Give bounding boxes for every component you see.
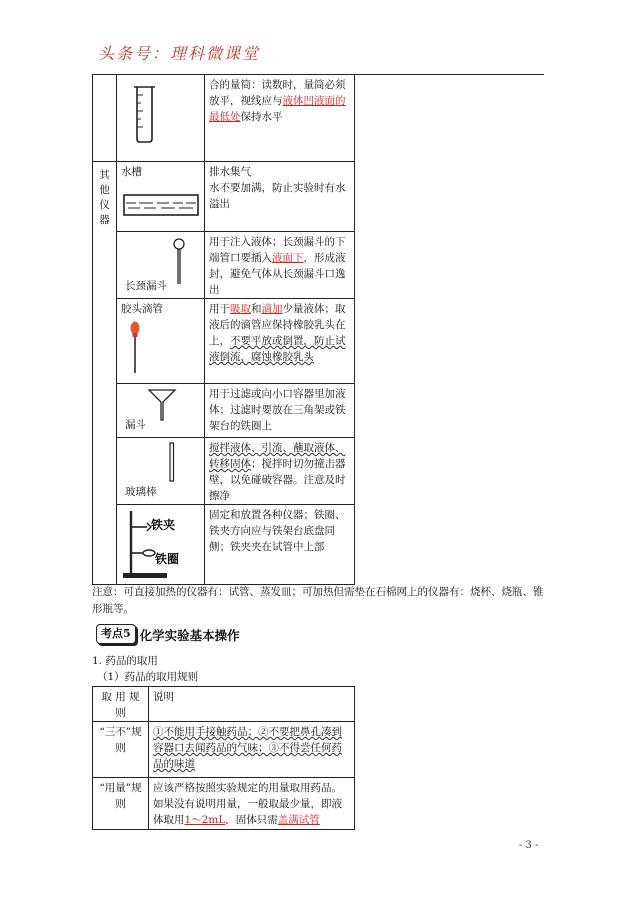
- funnel-cell: [117, 384, 205, 438]
- category-cell-empty: [93, 75, 117, 162]
- text-run: ①不能用手接触药品；②不要把鼻孔凑到容器口去闻药品的气味；③不得尝任何药品的味道: [153, 726, 342, 770]
- iron-stand-cell: [117, 505, 205, 585]
- funnel-name: 漏斗: [125, 419, 146, 431]
- trough-cell: [117, 162, 205, 232]
- rule-desc-three-not: [149, 722, 355, 778]
- funnel-icon: [147, 388, 177, 422]
- dropper-icon: [127, 321, 143, 377]
- text-run: 液体凹液面的最低处: [209, 95, 346, 123]
- text-run: 1～2mL: [184, 814, 226, 826]
- glass-rod-name: 玻璃棒: [125, 486, 157, 498]
- iron-ring-label: 铁圈: [155, 552, 180, 566]
- iron-stand-desc: [205, 505, 355, 585]
- text-run: 盖满试管: [277, 814, 320, 826]
- rule-desc-quantity: [149, 778, 355, 830]
- glass-rod-icon: [167, 442, 177, 482]
- dropper-desc: [205, 299, 355, 384]
- page-number: - 3 -: [519, 840, 539, 851]
- text-run: 用于: [209, 303, 230, 315]
- iron-clamp-label: 铁夹: [151, 518, 176, 532]
- subsection-1-1: （1）药品的取用规则: [97, 671, 199, 683]
- long-funnel-desc: [205, 232, 355, 299]
- text-run: 用于注入液体；长颈漏斗的下端管口要插入: [209, 236, 346, 264]
- text-run: ，固体只需: [225, 814, 278, 826]
- graduated-cylinder-icon: [131, 85, 161, 145]
- text-run: 合的量筒：读数时，量筒必须放平，视线应与: [209, 79, 346, 107]
- dropper-name: 胶头滴管: [121, 303, 163, 315]
- funnel-desc: [205, 384, 355, 438]
- trough-name: 水槽: [121, 166, 142, 178]
- long-funnel-name: 长颈漏斗: [125, 280, 167, 292]
- text-run: 吸取: [230, 303, 251, 315]
- text-run: 用于过滤或向小口容器里加液体；过滤时要放在三角架或铁架台的铁圈上: [209, 388, 346, 432]
- glass-rod-desc: [205, 438, 355, 505]
- rules-header-desc: 说明: [149, 687, 355, 722]
- glass-rod-cell: [117, 438, 205, 505]
- text-run: 滴加: [261, 303, 283, 315]
- text-run: 和: [251, 303, 262, 315]
- instrument-table: [92, 74, 355, 585]
- rules-table: [92, 686, 355, 830]
- cylinder-desc: [205, 75, 355, 162]
- subsection-1: 1. 药品的取用: [92, 655, 158, 667]
- category-other-instruments: 其 他 仪 器: [93, 162, 117, 585]
- text-run: 少量液体；取液后的滴管应保持橡胶乳头在上，: [209, 303, 346, 347]
- text-run: 排水集气: [209, 166, 251, 178]
- text-run: 固定和放置各种仪器；铁圈、铁夹方向应与铁架台底盘同侧；铁夹夹在试管中上部: [209, 509, 346, 553]
- text-run: 应该严格按照实验规定的用量取用药品。如果没有说明用量，一般取最少量，即液体取用: [153, 782, 342, 826]
- dropper-cell: [117, 299, 205, 384]
- text-run: ，形成液封，避免气体从长颈漏斗口逸出: [209, 252, 346, 296]
- header-watermark: 头条号：理科微课堂: [98, 44, 261, 63]
- section-title: 化学实验基本操作: [139, 628, 240, 643]
- heating-note: 注意：可直接加热的仪器有：试管、蒸发皿；可加热但需垫在石棉网上的仪器有：烧杯、烧瓶、锥形瓶等。: [92, 586, 544, 615]
- water-trough-icon: [123, 194, 199, 216]
- iron-stand-icon: [121, 507, 201, 581]
- trough-desc: [205, 162, 355, 232]
- section-badge: 考点5: [96, 624, 136, 644]
- text-run: 不要平放或倒置，防止试液倒流，腐蚀橡胶乳头: [209, 335, 346, 363]
- section-heading: [96, 624, 240, 644]
- rule-name-three-not: “三不”规则: [93, 722, 149, 778]
- cylinder-cell: [117, 75, 205, 162]
- text-run: 保持水平: [240, 111, 283, 123]
- text-run: 水不要加满，防止实验时有水溢出: [209, 182, 346, 210]
- text-run: 搅拌液体、引流、蘸取液体、转移固体: [209, 442, 346, 470]
- long-funnel-cell: [117, 232, 205, 299]
- long-neck-funnel-icon: [169, 238, 189, 288]
- rule-name-quantity: “用量”规则: [93, 778, 149, 830]
- text-run: 液面下: [272, 252, 304, 264]
- rules-header-name: 取 用 规 则: [93, 687, 149, 722]
- text-run: ；搅拌时切勿撞击器壁，以免碰破容器。注意及时擦净: [209, 458, 346, 502]
